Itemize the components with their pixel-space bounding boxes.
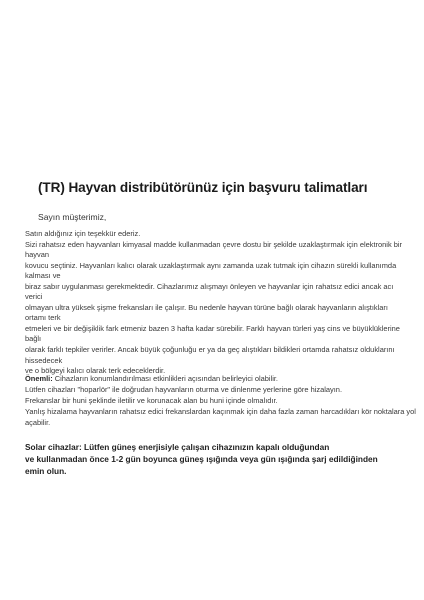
important-label: Önemli: [25,374,53,383]
note-line: Frekanslar bir huni şeklinde iletilir ve korunacak alan bu huni içinde olmalıdır. [25,396,278,406]
solar-line: Solar cihazlar: Lütfen güneş enerjisiyle çalışan cihazınızın kapalı olduğundan [25,442,330,452]
document-title: (TR) Hayvan distribütörünüz için başvuru talimatları [38,180,368,195]
intro-line: kovucu seçtiniz. Hayvanları kalıcı olarak uzaklaştırmak aynı zamanda uzak tutmak için cihazın sürekli kullanımda kalması ve [25,260,397,281]
intro-line: etmeleri ve bir değişiklik fark etmeniz bazen 3 hafta kadar sürebilir. Farklı hayvan türleri yaş cins ve büyüklüklerine bağlı [25,323,400,344]
note-line: Lütfen cihazları "hoparlör" ile doğrudan hayvanların oturma ve dinlenme yerlerine göre hizalayın. [25,385,343,395]
note-line: açabilir. [25,418,51,428]
intro-paragraph [25,229,403,377]
intro-line: biraz sabır uygulanması gerekmektedir. Cihazlarımız alışmayı önleyen ve hayvanlar için rahatsız edici ancak acı verici [25,281,394,302]
greeting: Sayın müşterimiz, [38,212,107,222]
important-notes [25,373,416,428]
note-line: Yanlış hizalama hayvanların rahatsız edici frekanslardan kaçınmak için daha fazla zaman harcadıkları kör noktalara yol [25,407,416,417]
important-text: Cihazların konumlandırılması etkinlikleri açısından belirleyici olabilir. [52,374,278,383]
solar-line: emin olun. [25,466,67,477]
intro-line: Sizi rahatsız eden hayvanları kimyasal madde kullanmadan çevre dostu bir şekilde uzaklaştırmak için elektronik bir hayvan [25,239,403,260]
intro-line: ve o bölgeyi kalıcı olarak terk edeceklerdir. [25,366,166,376]
intro-line: olmayan ultra yüksek şişme frekansları ile çalışır. Bu nedenle hayvan türüne bağlı olarak hayvanların alıştıkları ortamı terk [25,302,388,323]
important-line [25,373,410,384]
intro-line: Satın aldığınız için teşekkür ederiz. [25,229,141,238]
solar-line: ve kullanmadan önce 1-2 gün boyunca güneş ışığında veya gün ışığında şarj edildiğinden [25,454,378,465]
solar-devices-notice [25,441,410,478]
intro-line: olarak farklı tepkiler verirler. Ancak büyük çoğunluğu er ya da geç alıştıkları bildikleri ortamda rahatsız olduklarını hissedecek [25,345,395,365]
